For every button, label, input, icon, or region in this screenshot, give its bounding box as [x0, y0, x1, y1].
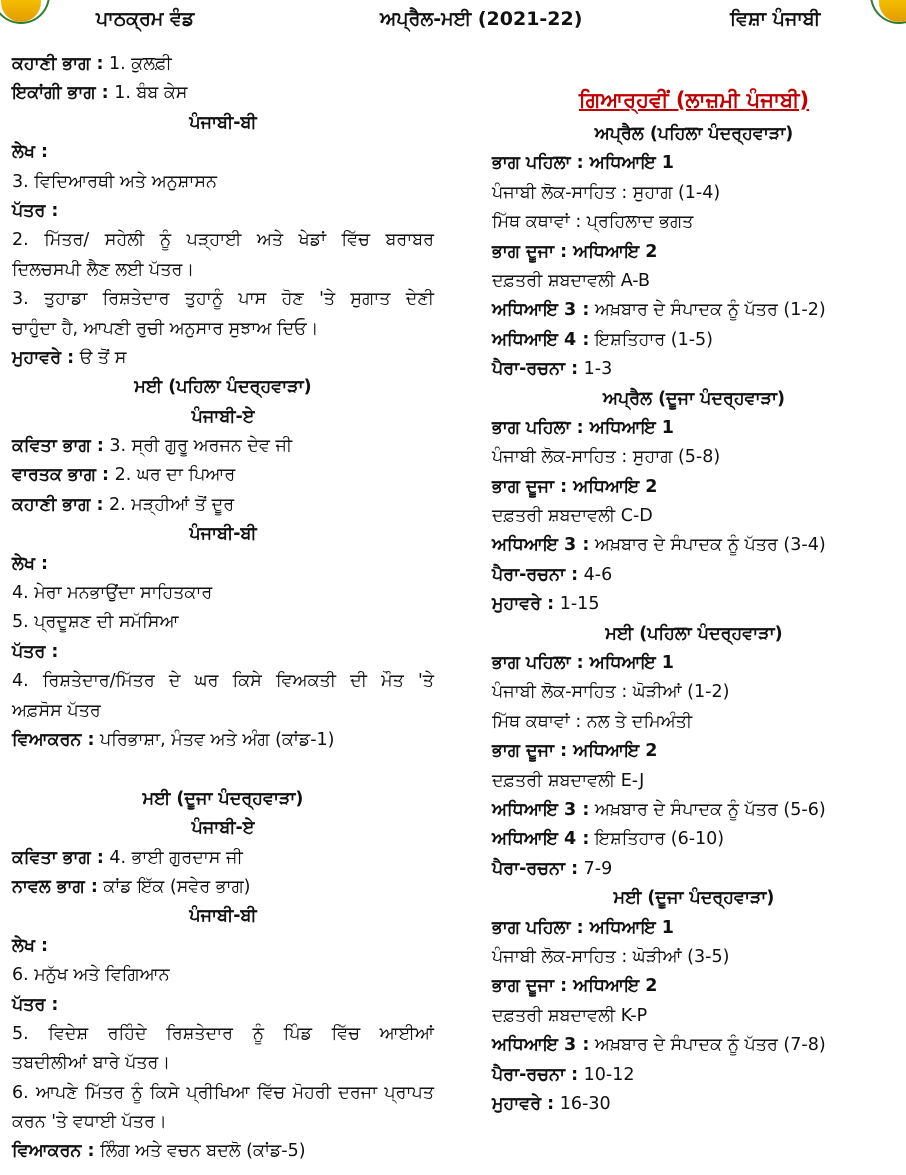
right-line: ਪੰਜਾਬੀ ਲੋਕ-ਸਾਹਿਤ : ਘੋੜੀਆਂ (1-2)	[492, 682, 730, 703]
left-line: 4. ਰਿਸ਼ਤੇਦਾਰ/ਮਿੱਤਰ ਦੇ ਘਰ ਕਿਸੇ ਵਿਅਕਤੀ ਦੀ ਮੌਤ 'ਤੇ	[12, 671, 434, 692]
left-line: 6. ਆਪਣੇ ਮਿੱਤਰ ਨੂੰ ਕਿਸੇ ਪ੍ਰੀਖਿਆ ਵਿੱਚ ਮੋਹਰੀ ਦਰਜਾ ਪ੍ਰਾਪਤ	[12, 1082, 434, 1103]
right-line: ਦਫ਼ਤਰੀ ਸ਼ਬਦਾਵਲੀ A-B	[492, 270, 651, 291]
left-line: 6. ਮਨੁੱਖ ਅਤੇ ਵਿਗਿਆਨ	[12, 965, 170, 986]
left-line: ਪੱਤਰ :	[12, 641, 59, 662]
right-line: ਭਾਗ ਦੂਜਾ : ਅਧਿਆਇ 2	[492, 976, 658, 997]
section-heading: ਪੰਜਾਬੀ-ਬੀ	[189, 112, 257, 133]
right-column	[492, 50, 896, 1119]
left-line: ਲੇਖ :	[12, 935, 49, 956]
left-line: ਨਾਵਲ ਭਾਗ : ਕਾਂਡ ਇੱਕ (ਸਵੇਰ ਭਾਗ)	[12, 876, 251, 897]
page-header	[0, 0, 906, 40]
left-column	[12, 50, 434, 1167]
left-line: 3. ਵਿਦਿਆਰਥੀ ਅਤੇ ਅਨੁਸ਼ਾਸਨ	[12, 171, 217, 192]
section-heading: ਮਈ (ਪਹਿਲਾ ਪੰਦਰ੍ਹਵਾੜਾ)	[605, 623, 783, 644]
left-line: ਕਵਿਤਾ ਭਾਗ : 3. ਸ੍ਰੀ ਗੁਰੂ ਅਰਜਨ ਦੇਵ ਜੀ	[12, 436, 293, 457]
right-line: ਪੈਰਾ-ਰਚਨਾ : 1-3	[492, 359, 613, 380]
right-line: ਅਧਿਆਇ 4 : ਇਸ਼ਤਿਹਾਰ (1-5)	[492, 329, 713, 350]
left-line: ਕਰਨ 'ਤੇ ਵਧਾਈ ਪੱਤਰ।	[12, 1112, 167, 1133]
left-line: 5. ਵਿਦੇਸ਼ ਰਹਿੰਦੇ ਰਿਸ਼ਤੇਦਾਰ ਨੂੰ ਪਿੰਡ ਵਿੱਚ ਆਈਆਂ	[12, 1023, 434, 1044]
right-line: ਪੰਜਾਬੀ ਲੋਕ-ਸਾਹਿਤ : ਘੋੜੀਆਂ (3-5)	[492, 946, 730, 967]
section-heading: ਮਈ (ਦੂਜਾ ਪੰਦਰ੍ਹਵਾੜਾ)	[613, 888, 775, 909]
left-line: 5. ਪ੍ਰਦੂਸ਼ਣ ਦੀ ਸਮੱਸਿਆ	[12, 612, 179, 633]
right-line: ਪੈਰਾ-ਰਚਨਾ : 7-9	[492, 858, 613, 879]
right-line: ਭਾਗ ਪਹਿਲਾ : ਅਧਿਆਇ 1	[492, 417, 674, 438]
right-line: ਪੰਜਾਬੀ ਲੋਕ-ਸਾਹਿਤ : ਸੁਹਾਗ (1-4)	[492, 182, 721, 203]
right-line: ਦਫ਼ਤਰੀ ਸ਼ਬਦਾਵਲੀ C-D	[492, 506, 653, 527]
right-line: ਭਾਗ ਦੂਜਾ : ਅਧਿਆਇ 2	[492, 241, 658, 262]
left-line: 2. ਮਿੱਤਰ/ ਸਹੇਲੀ ਨੂੰ ਪੜ੍ਹਾਈ ਅਤੇ ਖੇਡਾਂ ਵਿੱਚ ਬਰਾਬਰ	[12, 230, 434, 251]
left-line: ਮੁਹਾਵਰੇ : ੳ ਤੋਂ ਸ	[12, 347, 127, 368]
section-heading: ਪੰਜਾਬੀ-ਬੀ	[189, 906, 257, 927]
left-line: ਤਬਦੀਲੀਆਂ ਬਾਰੇ ਪੱਤਰ।	[12, 1053, 171, 1074]
left-line: ਇਕਾਂਗੀ ਭਾਗ : 1. ਬੰਬ ਕੇਸ	[12, 83, 188, 104]
right-line: ਭਾਗ ਪਹਿਲਾ : ਅਧਿਆਇ 1	[492, 653, 674, 674]
right-line: ਮੁਹਾਵਰੇ : 1-15	[492, 594, 600, 615]
right-line: ਭਾਗ ਦੂਜਾ : ਅਧਿਆਇ 2	[492, 476, 658, 497]
section-heading: ਪੰਜਾਬੀ-ਏ	[191, 818, 255, 839]
section-heading: ਅਪ੍ਰੈਲ (ਪਹਿਲਾ ਪੰਦਰ੍ਹਵਾੜਾ)	[594, 124, 794, 144]
header-right: ਵਿਸ਼ਾ ਪੰਜਾਬੀ	[730, 8, 821, 30]
board-logo-right	[870, 0, 906, 24]
section-heading: ਅਪ੍ਰੈਲ (ਦੂਜਾ ਪੰਦਰ੍ਹਵਾੜਾ)	[602, 388, 786, 409]
left-line: ਵਿਆਕਰਨ : ਲਿੰਗ ਅਤੇ ਵਚਨ ਬਦਲੋ (ਕਾਂਡ-5)	[12, 1141, 306, 1162]
left-line: ਦਿਲਚਸਪੀ ਲੈਣ ਲਈ ਪੱਤਰ।	[12, 259, 195, 280]
left-line: ਪੱਤਰ :	[12, 200, 59, 221]
left-line: ਚਾਹੁੰਦਾ ਹੈ, ਆਪਣੀ ਰੁਚੀ ਅਨੁਸਾਰ ਸੁਝਾਅ ਦਿਓ।	[12, 318, 319, 339]
left-line: ਵਿਆਕਰਨ : ਪਰਿਭਾਸ਼ਾ, ਮੰਤਵ ਅਤੇ ਅੰਗ (ਕਾਂਡ-1)	[12, 729, 335, 750]
left-line: 3. ਤੁਹਾਡਾ ਰਿਸ਼ਤੇਦਾਰ ਤੁਹਾਨੂੰ ਪਾਸ ਹੋਣ 'ਤੇ ਸੁਗਾਤ ਦੇਣੀ	[12, 289, 434, 310]
right-line: ਭਾਗ ਦੂਜਾ : ਅਧਿਆਇ 2	[492, 741, 658, 762]
right-line: ਪੈਰਾ-ਰਚਨਾ : 10-12	[492, 1064, 635, 1085]
left-line: ਲੇਖ :	[12, 553, 49, 574]
section-heading: ਮਈ (ਪਹਿਲਾ ਪੰਦਰ੍ਹਵਾੜਾ)	[134, 377, 312, 398]
left-line: ਪੱਤਰ :	[12, 994, 59, 1015]
right-line: ਅਧਿਆਇ 4 : ਇਸ਼ਤਿਹਾਰ (6-10)	[492, 829, 725, 850]
right-line: ਭਾਗ ਪਹਿਲਾ : ਅਧਿਆਇ 1	[492, 153, 674, 174]
right-line: ਪੈਰਾ-ਰਚਨਾ : 4-6	[492, 564, 613, 585]
right-line: ਮਿੱਥ ਕਥਾਵਾਂ : ਨਲ ਤੇ ਦਮਿਅੰਤੀ	[492, 711, 693, 732]
class-eleven-title: ਗਿਆਰ੍ਹਵੀਂ (ਲਾਜ਼ਮੀ ਪੰਜਾਬੀ)	[578, 88, 810, 112]
left-line: ਅਫ਼ਸੋਸ ਪੱਤਰ	[12, 700, 101, 721]
right-line: ਮੁਹਾਵਰੇ : 16-30	[492, 1093, 611, 1114]
left-line: 4. ਮੇਰਾ ਮਨਭਾਉਂਦਾ ਸਾਹਿਤਕਾਰ	[12, 583, 213, 604]
right-line: ਪੰਜਾਬੀ ਲੋਕ-ਸਾਹਿਤ : ਸੁਹਾਗ (5-8)	[492, 447, 721, 468]
right-line: ਦਫ਼ਤਰੀ ਸ਼ਬਦਾਵਲੀ K-P	[492, 1005, 648, 1026]
section-heading: ਪੰਜਾਬੀ-ਬੀ	[189, 524, 257, 545]
right-line: ਅਧਿਆਇ 3 : ਅਖ਼ਬਾਰ ਦੇ ਸੰਪਾਦਕ ਨੂੰ ਪੱਤਰ (1-2)	[492, 300, 826, 321]
left-line: ਲੇਖ :	[12, 142, 49, 163]
left-line: ਕਵਿਤਾ ਭਾਗ : 4. ਭਾਈ ਗੁਰਦਾਸ ਜੀ	[12, 847, 243, 868]
right-line: ਅਧਿਆਇ 3 : ਅਖ਼ਬਾਰ ਦੇ ਸੰਪਾਦਕ ਨੂੰ ਪੱਤਰ (7-8)	[492, 1035, 826, 1056]
section-heading: ਮਈ (ਦੂਜਾ ਪੰਦਰ੍ਹਵਾੜਾ)	[142, 788, 304, 809]
left-line: ਕਹਾਣੀ ਭਾਗ : 2. ਮੜ੍ਹੀਆਂ ਤੋਂ ਦੂਰ	[12, 494, 235, 515]
section-heading: ਪੰਜਾਬੀ-ਏ	[191, 406, 255, 427]
spacer	[12, 755, 434, 784]
right-line: ਅਧਿਆਇ 3 : ਅਖ਼ਬਾਰ ਦੇ ਸੰਪਾਦਕ ਨੂੰ ਪੱਤਰ (5-6)	[492, 799, 826, 820]
right-line: ਅਧਿਆਇ 3 : ਅਖ਼ਬਾਰ ਦੇ ਸੰਪਾਦਕ ਨੂੰ ਪੱਤਰ (3-4)	[492, 535, 826, 556]
right-line: ਦਫ਼ਤਰੀ ਸ਼ਬਦਾਵਲੀ E-J	[492, 770, 645, 791]
right-line: ਭਾਗ ਪਹਿਲਾ : ਅਧਿਆਇ 1	[492, 917, 674, 938]
right-line: ਮਿੱਥ ਕਥਾਵਾਂ : ਪ੍ਰਹਿਲਾਦ ਭਗਤ	[492, 212, 694, 233]
board-logo-left	[0, 0, 50, 24]
left-line: ਵਾਰਤਕ ਭਾਗ : 2. ਘਰ ਦਾ ਪਿਆਰ	[12, 465, 236, 486]
header-left: ਪਾਠਕ੍ਰਮ ਵੰਡ	[96, 8, 195, 30]
header-center: ਅਪ੍ਰੈਲ-ਮਈ (2021-22)	[380, 8, 583, 30]
left-line: ਕਹਾਣੀ ਭਾਗ : 1. ਕੁਲਫ਼ੀ	[12, 54, 172, 74]
